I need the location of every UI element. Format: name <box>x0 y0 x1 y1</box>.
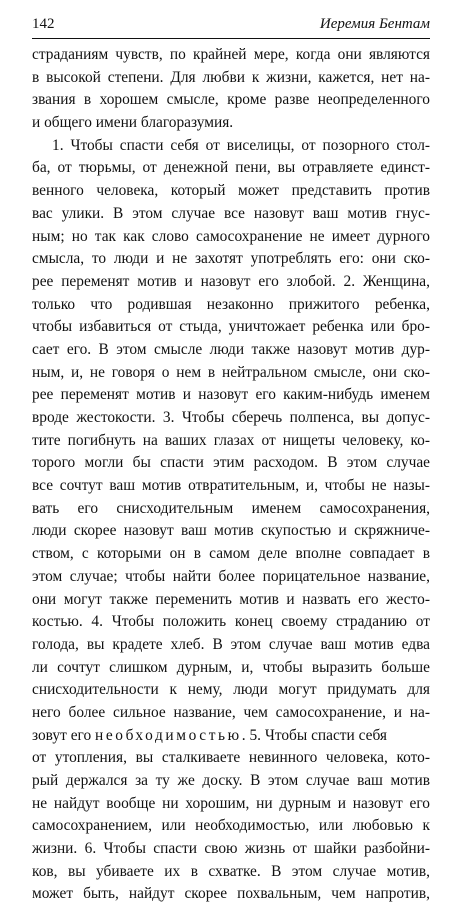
text-line-with-emphasis <box>32 725 430 748</box>
text-line: ков, вы убиваете их в схватке. В этом случае мотив, <box>32 862 430 880</box>
text-line: ным, и, не говоря о нем в нейтральном смысле, они ско- <box>32 363 430 381</box>
text-line: не найдут вообще ни хорошим, ни дурным и назовут его <box>32 794 430 812</box>
text-line: рее переменят мотив и назовут его каким-нибудь именем <box>32 386 430 404</box>
text-line: они могут также переменить мотив и назвать его жесто- <box>32 590 430 608</box>
page-header <box>32 14 430 36</box>
text-line: этом случае; чтобы найти более порицательное название, <box>32 567 430 585</box>
text-line: люди скорее назовут ваш мотив скупостью и скряжниче- <box>32 522 430 540</box>
text-line: в высокой степени. Для любви к жизни, кажется, нет на- <box>32 68 430 86</box>
text-line: рее переменят мотив и назовут его злобой. 2. Женщина, <box>32 272 430 290</box>
running-head: Иеремия Бентам <box>319 16 430 32</box>
text-line: сает его. В этом смысле люди также назовут мотив дур- <box>32 340 430 358</box>
line-segment: . 5. Чтобы спасти себя <box>241 726 387 744</box>
text-line: ба, от тюрьмы, от денежной пени, вы отравляете единст- <box>32 159 430 177</box>
text-line: ным; но так как слово самосохранение не имеет дурного <box>32 227 430 245</box>
text-line: жизни. 6. Чтобы спасти свою жизнь от шайки разбойни- <box>32 840 430 858</box>
text-line: чтобы избавиться от стыда, уничтожает ребенка или бро- <box>32 318 430 336</box>
text-line: ли сочтут слишком дурным, и, чтобы выразить больше <box>32 658 430 676</box>
text-line: вас улики. В этом случае все назовут ваш мотив гнус- <box>32 204 430 222</box>
text-line: тите погибнуть на ваших глазах от нищеты человеку, ко- <box>32 431 430 449</box>
text-line: может быть, найдут скорее похвальным, чем напротив, <box>32 885 430 903</box>
text-line: снисходительности к нему, люди могут придумать для <box>32 681 430 699</box>
text-line: звания в хорошем смысле, кроме разве неопределенного <box>32 91 430 109</box>
text-line: только что родившая незаконно прижитого ребенка, <box>32 295 430 313</box>
body-text <box>32 44 430 906</box>
text-line: вроде жестокости. 3. Чтобы сберечь полпенса, вы допус- <box>32 409 430 426</box>
text-line: костью. 4. Чтобы положить конец своему страданию от <box>32 613 430 631</box>
line-segment: зовут его <box>32 726 92 744</box>
text-line: него более сильное название, чем самосохранение, и на- <box>32 703 430 721</box>
text-line: ством, с которыми он в самом деле вполне совпадает в <box>32 545 430 563</box>
paragraph-first-line: 1. Чтобы спасти себя от виселицы, от позорного стол- <box>52 136 430 154</box>
text-line: и общего имени благоразумия. <box>32 114 234 132</box>
text-line: все сочтут ваш мотив отвратительным, и, чтобы не назы- <box>32 477 430 495</box>
text-line: вать его снисходительным именем самосохранения, <box>32 499 430 517</box>
text-line: голода, вы крадете хлеб. В этом случае ваш мотив едва <box>32 635 430 653</box>
text-line: рый держался за ту же доску. В этом случае ваш мотив <box>32 772 430 789</box>
text-line: от утопления, вы сталкиваете невинного человека, кото- <box>32 749 430 767</box>
text-line: самосохранением, или необходимостью, или любовью к <box>32 817 430 835</box>
text-line: смысла, то люди и не захотят употреблять его: они ско- <box>32 250 430 268</box>
header-rule <box>32 38 430 39</box>
text-line: страданиям чувств, по крайней мере, когда они являются <box>32 46 430 63</box>
text-line: торого могли бы спасти этим расходом. В этом случае <box>32 454 430 472</box>
page-number: 142 <box>32 16 55 32</box>
text-line: венного человека, который может представить против <box>32 182 430 200</box>
emphasized-word: необходимостью <box>95 726 242 744</box>
